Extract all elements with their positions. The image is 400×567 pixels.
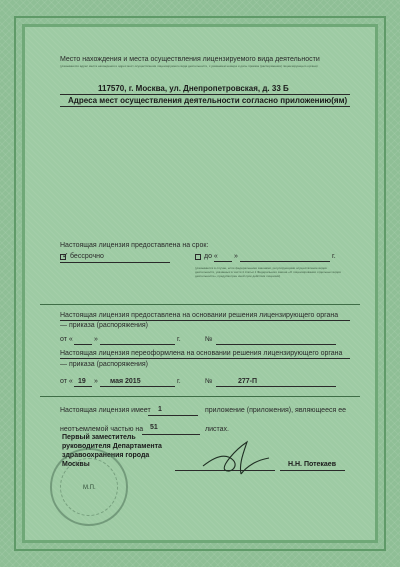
grant-mid: » (94, 336, 98, 343)
until-suffix: г. (332, 253, 336, 260)
unlimited-check-mark: ✓ (62, 251, 69, 260)
address-underline (60, 94, 350, 95)
reissue-mid: » (94, 378, 98, 385)
grant-year: г. (177, 336, 181, 343)
name-underline (280, 470, 345, 471)
annex-prefix: Настоящая лицензия имеет (60, 407, 151, 414)
reissue-number-underline (216, 386, 336, 387)
reissue-underline (60, 358, 350, 359)
unlimited-underline (60, 262, 170, 263)
divider-2 (40, 396, 360, 397)
signatory-line-3: здравоохранения города (62, 452, 150, 459)
until-checkbox (195, 254, 201, 260)
signatory-name: Н.Н. Потекаев (288, 461, 336, 468)
signatory-line-1: Первый заместитель (62, 434, 136, 441)
annex-sheets-underline (142, 434, 200, 435)
annex-part-prefix: неотъемлемой частью на (60, 426, 144, 433)
grant-from: от « (60, 336, 73, 343)
grant-day-underline (74, 344, 92, 345)
annex-count: 1 (158, 406, 162, 413)
grant-underline (60, 320, 350, 321)
signatory-line-4: Москвы (62, 461, 90, 468)
location-note: (указываются адрес места нахождения и адрес мест осуществления лицензируемого вида деятельности, с указанием номера и даты приказа (распоряжения) лицензирующего органа) (60, 64, 318, 68)
reissue-no: № (205, 378, 213, 385)
grant-label: Настоящая лицензия предоставлена на основании решения лицензирующего органа (60, 312, 339, 319)
reissue-label: Настоящая лицензия переоформлена на основании решения лицензирующего органа (60, 350, 343, 357)
grant-no: № (205, 336, 213, 343)
reissue-from: от « (60, 378, 73, 385)
reissue-day: 19 (78, 378, 86, 385)
signatory-line-2: руководителя Департамента (62, 443, 162, 450)
annex-count-underline (148, 415, 198, 416)
annex-suffix: приложение (приложения), являющееся ее (205, 407, 346, 414)
reissue-order: — приказа (распоряжения) (60, 361, 148, 368)
term-label: Настоящая лицензия предоставлена на срок: (60, 242, 209, 249)
term-note: (указывается в случае, если федеральными законами, регулирующими осуществление видов деятельности, указанных в части 4 статьи 1 Федерального закона «О лицензировании отдельных видов деятельности», предусмотрен иной срок действия лицензии) (195, 266, 341, 278)
divider-1 (40, 304, 360, 305)
until-day-underline (214, 261, 232, 262)
grant-number-underline (216, 344, 336, 345)
until-month-underline (240, 261, 330, 262)
annex-sheets: 51 (150, 424, 158, 431)
addresses-underline (60, 106, 350, 107)
grant-month-underline (100, 344, 175, 345)
grant-order: — приказа (распоряжения) (60, 322, 148, 329)
unlimited-label: бессрочно (70, 253, 104, 260)
reissue-month-underline (100, 386, 175, 387)
addresses-note: Адреса мест осуществления деятельности согласно приложению(ям) (68, 96, 348, 105)
address-text: 117570, г. Москва, ул. Днепропетровская, д. 33 Б (98, 84, 289, 93)
until-mid: » (234, 253, 238, 260)
reissue-month-year: мая 2015 (110, 378, 141, 385)
reissue-number: 277-П (238, 378, 258, 385)
stamp-label: М.П. (83, 485, 96, 491)
reissue-day-underline (74, 386, 92, 387)
reissue-year: г. (177, 378, 181, 385)
location-header: Место нахождения и места осуществления лицензируемого вида деятельности (60, 56, 320, 63)
signature-mark (195, 430, 275, 480)
annex-part-suffix: листах. (205, 426, 229, 433)
until-prefix: до « (204, 253, 218, 260)
